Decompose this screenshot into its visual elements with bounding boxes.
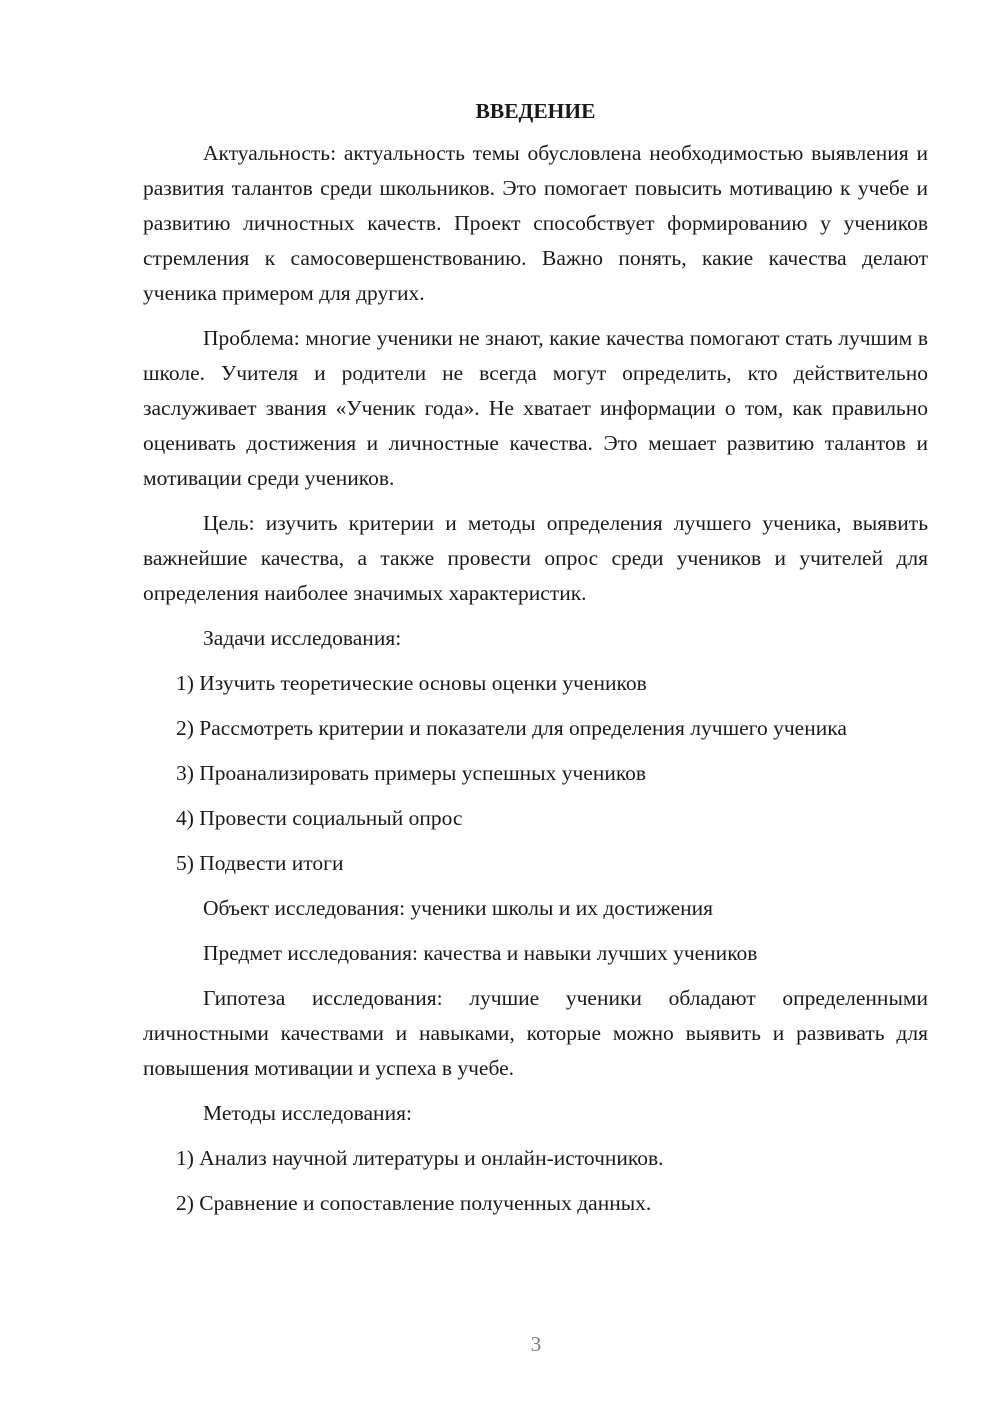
task-item-3: 3) Проанализировать примеры успешных учеников: [176, 761, 647, 785]
subject-paragraph: Предмет исследования: качества и навыки лучших учеников: [203, 941, 758, 965]
goal-paragraph: Цель: изучить критерии и методы определения лучшего ученика, выявить важнейшие качества, а также провести опрос среди учеников и учителей для определения наиболее значимых характеристик.: [143, 511, 928, 605]
method-item-2: 2) Сравнение и сопоставление полученных данных.: [176, 1191, 652, 1215]
task-item-4: 4) Провести социальный опрос: [176, 806, 463, 830]
tasks-title: Задачи исследования:: [203, 626, 402, 650]
task-item-1: 1) Изучить теоретические основы оценки учеников: [176, 671, 647, 695]
methods-title: Методы исследования:: [203, 1101, 412, 1125]
task-item-2: 2) Рассмотреть критерии и показатели для определения лучшего ученика: [176, 716, 847, 740]
page-title: ВВЕДЕНИЕ: [475, 99, 596, 123]
problem-paragraph: Проблема: многие ученики не знают, какие качества помогают стать лучшим в школе. Учителя и родители не всегда могут определить, кто действительно заслуживает звания «Ученик года». Не хватает информации о том, как правильно оценивать достижения и личностные качества. Это мешает развитию талантов и мотивации среди учеников.: [143, 326, 928, 490]
object-paragraph: Объект исследования: ученики школы и их достижения: [203, 896, 714, 920]
page-number: 3: [530, 1332, 542, 1356]
hypothesis-paragraph: Гипотеза исследования: лучшие ученики обладают определенными личностными качествами и навыками, которые можно выявить и развивать для повышения мотивации и успеха в учебе.: [143, 986, 928, 1080]
document-body: [143, 96, 928, 1231]
relevance-paragraph: Актуальность: актуальность темы обусловлена необходимостью выявления и развития талантов среди школьников. Это помогает повысить мотивацию к учебе и развитию личностных качеств. Проект способствует формированию у учеников стремления к самосовершенствованию. Важно понять, какие качества делают ученика примером для других.: [143, 141, 928, 305]
method-item-1: 1) Анализ научной литературы и онлайн-источников.: [176, 1146, 664, 1170]
task-item-5: 5) Подвести итоги: [176, 851, 344, 875]
